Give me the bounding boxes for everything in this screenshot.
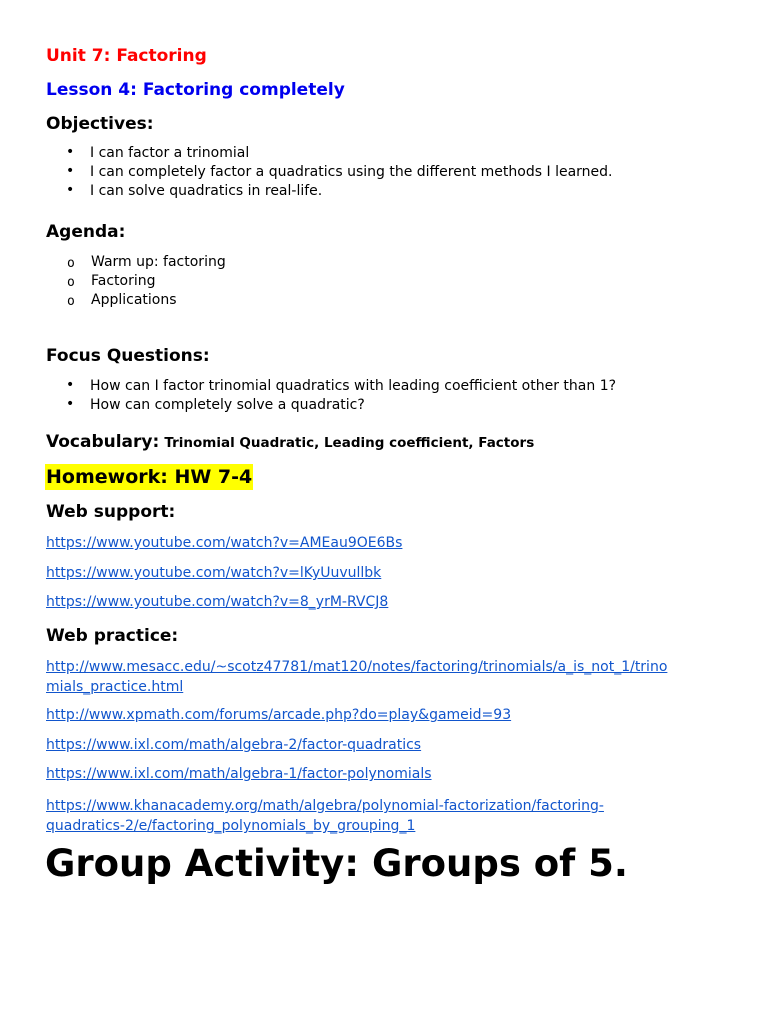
bullet-icon: • [66,182,75,198]
web-practice-link[interactable] [46,657,667,697]
circle-bullet-icon: o [67,256,75,271]
objective-item: I can factor a trinomial [90,145,250,161]
bullet-icon: • [66,377,75,393]
homework-label: Homework: HW 7-4 [46,466,253,488]
lesson-title: Lesson 4: Factoring completely [46,80,345,100]
agenda-item: Warm up: factoring [91,254,226,270]
agenda-heading: Agenda: [46,222,126,242]
focus-questions-heading: Focus Questions: [46,346,210,366]
web-practice-link[interactable] [46,796,604,836]
focus-question-item: How can completely solve a quadratic? [90,397,365,413]
objective-item: I can completely factor a quadratics using the different methods I learned. [90,164,613,180]
group-activity-title: Group Activity: Groups of 5. [45,842,628,885]
link-line[interactable]: https://www.khanacademy.org/math/algebra/polynomial-factorization/factoring- [46,798,604,814]
web-practice-heading: Web practice: [46,626,179,646]
bullet-icon: • [66,396,75,412]
circle-bullet-icon: o [67,275,75,290]
vocabulary-line [46,432,534,452]
objectives-heading: Objectives: [46,114,154,134]
bullet-icon: • [66,163,75,179]
objective-item: I can solve quadratics in real-life. [90,183,323,199]
vocabulary-label: Vocabulary: [46,432,160,452]
vocabulary-terms: Trinomial Quadratic, Leading coefficient, Factors [164,435,535,451]
web-practice-link[interactable]: http://www.xpmath.com/forums/arcade.php?do=play&gameid=93 [46,707,512,723]
agenda-item: Applications [91,292,177,308]
web-practice-link[interactable]: https://www.ixl.com/math/algebra-1/factor-polynomials [46,766,432,782]
web-support-heading: Web support: [46,502,176,522]
web-support-link[interactable]: https://www.youtube.com/watch?v=8_yrM-RVCJ8 [46,594,389,610]
unit-title: Unit 7: Factoring [46,46,207,66]
agenda-item: Factoring [91,273,156,289]
link-line[interactable]: mials_practice.html [46,679,184,695]
bullet-icon: • [66,144,75,160]
focus-question-item: How can I factor trinomial quadratics with leading coefficient other than 1? [90,378,617,394]
web-practice-link[interactable]: https://www.ixl.com/math/algebra-2/factor-quadratics [46,737,422,753]
link-line[interactable]: quadratics-2/e/factoring_polynomials_by_grouping_1 [46,818,416,834]
web-support-link[interactable]: https://www.youtube.com/watch?v=AMEau9OE6Bs [46,535,403,551]
link-line[interactable]: http://www.mesacc.edu/~scotz47781/mat120/notes/factoring/trinomials/a_is_not_1/trino [46,659,668,675]
circle-bullet-icon: o [67,294,75,309]
web-support-link[interactable]: https://www.youtube.com/watch?v=lKyUuvullbk [46,565,382,581]
